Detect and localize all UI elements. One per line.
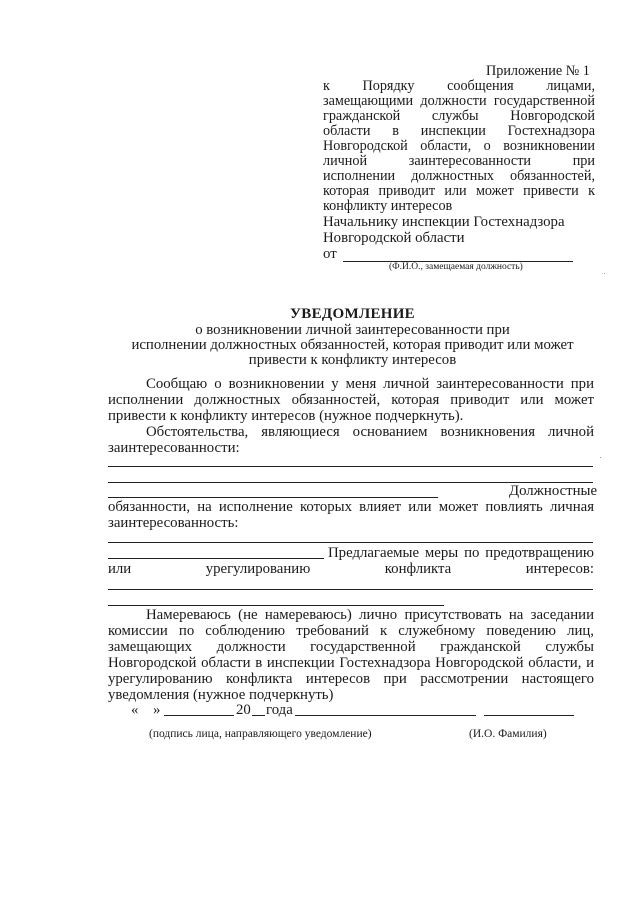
appendix-line: Новгородской области, о возникновении xyxy=(323,138,595,154)
circumstances-field-line xyxy=(108,466,593,467)
paragraph-line: Предлагаемые меры по предотвращению xyxy=(328,545,594,561)
paragraph-line: комиссии по соблюдению требований к служебному поведению лиц, xyxy=(108,623,594,639)
paragraph-line: заинтересованности: xyxy=(108,440,240,456)
year-field-line xyxy=(252,715,265,716)
from-label: от xyxy=(323,246,337,262)
appendix-line: гражданской службы Новгородской xyxy=(323,108,595,124)
signature-field-line xyxy=(295,715,476,716)
paragraph-line: заинтересованность: xyxy=(108,515,239,531)
paragraph-line: Обстоятельства, являющиеся основанием возникновения личной xyxy=(146,424,594,440)
title-subline: привести к конфликту интересов xyxy=(248,352,457,368)
appendix-line: которая приводит или может привести к xyxy=(323,183,595,199)
appendix-label: Приложение № 1 xyxy=(486,63,590,79)
scan-speck xyxy=(600,457,601,458)
paragraph-line: урегулированию конфликта интересов при рассмотрении настоящего xyxy=(108,671,594,687)
paragraph-line: Должностные xyxy=(509,483,598,499)
date-field-line xyxy=(164,715,234,716)
year-suffix: года xyxy=(266,702,293,718)
title-subline: исполнении должностных обязанностей, которая приводит или может xyxy=(131,337,574,353)
duties-field-line xyxy=(108,542,593,543)
date-open-quote: « xyxy=(131,702,139,718)
paragraph-line: Новгородской области в инспекции Гостехнадзора Новгородской области, и xyxy=(108,655,594,671)
paragraph-line: уведомления (нужное подчеркнуть) xyxy=(108,687,334,703)
circumstances-field-line xyxy=(108,497,438,498)
appendix-line: личной заинтересованности при xyxy=(323,153,595,169)
paragraph-line: исполнении должностных обязанностей, которая приводит или может xyxy=(108,392,594,408)
paragraph-line: или урегулированию конфликта интересов: xyxy=(108,561,594,577)
name-field-line xyxy=(484,715,574,716)
title-subline: о возникновении личной заинтересованности при xyxy=(195,322,510,338)
document-title: УВЕДОМЛЕНИЕ xyxy=(290,306,415,322)
duties-field-line xyxy=(108,558,324,559)
date-close-quote: » xyxy=(153,702,161,718)
paragraph-line: Сообщаю о возникновении у меня личной заинтересованности при xyxy=(146,376,594,392)
addressee-line: Начальнику инспекции Гостехнадзора xyxy=(323,214,565,230)
appendix-line: конфликту интересов xyxy=(323,198,453,214)
appendix-line: к Порядку сообщения лицами, xyxy=(323,78,595,94)
from-caption: (Ф.И.О., замещаемая должность) xyxy=(389,262,523,272)
scan-speck xyxy=(604,273,605,274)
paragraph-line: Намереваюсь (не намереваюсь) лично присутствовать на заседании xyxy=(146,607,594,623)
appendix-line: замещающими должности государственной xyxy=(323,93,595,109)
paragraph-line: привести к конфликту интересов (нужное подчеркнуть). xyxy=(108,408,464,424)
measures-field-line xyxy=(108,605,444,606)
year-prefix: 20 xyxy=(236,702,251,718)
appendix-line: области в инспекции Гостехнадзора xyxy=(323,123,595,139)
signer-caption: (подпись лица, направляющего уведомление) xyxy=(149,728,372,740)
paragraph-line: обязанности, на исполнение которых влияет или может повлиять личная xyxy=(108,499,594,515)
name-caption: (И.О. Фамилия) xyxy=(469,728,547,740)
measures-field-line xyxy=(108,589,593,590)
appendix-line: исполнении должностных обязанностей, xyxy=(323,168,595,184)
paragraph-line: замещающих должности государственной гражданской службы xyxy=(108,639,594,655)
addressee-line: Новгородской области xyxy=(323,230,465,246)
